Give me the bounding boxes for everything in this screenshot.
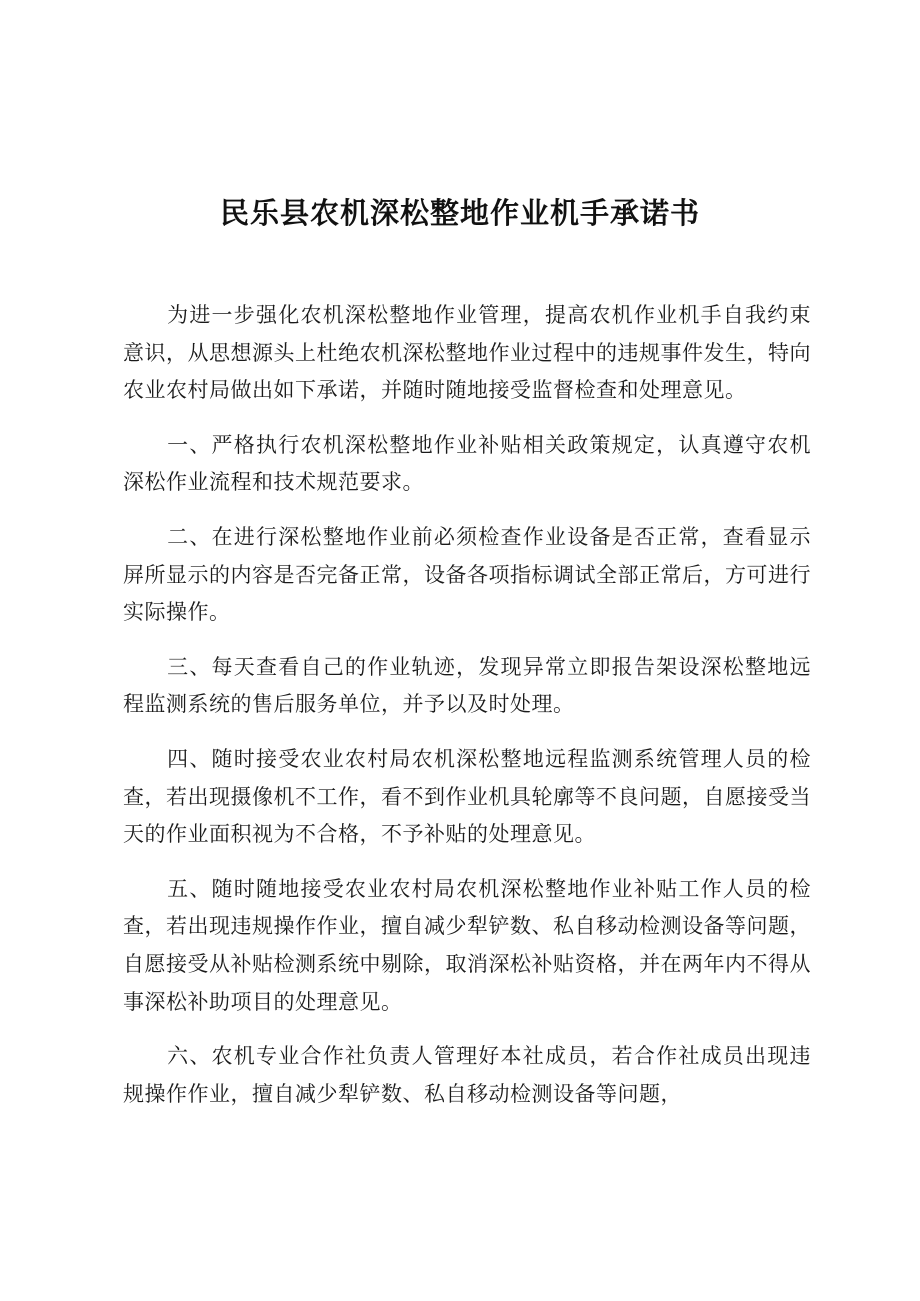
paragraph-intro: 为进一步强化农机深松整地作业管理，提高农机作业机手自我约束意识，从思想源头上杜绝农机深松整地作业过程中的违规事件发生，特向农业农村局做出如下承诺，并随时随地接受监督检查和处理意见。 <box>123 303 811 403</box>
document-title: 民乐县农机深松整地作业机手承诺书 <box>219 196 700 230</box>
document-body <box>123 297 811 1130</box>
paragraph-item-4: 四、随时接受农业农村局农机深松整地远程监测系统管理人员的检查，若出现摄像机不工作，看不到作业机具轮廓等不良问题，自愿接受当天的作业面积视为不合格，不予补贴的处理意见。 <box>123 746 811 847</box>
paragraph-item-6: 六、农机专业合作社负责人管理好本社成员，若合作社成员出现违规操作作业，擅自减少犁铲数、私自移动检测设备等问题， <box>123 1044 811 1106</box>
paragraph-item-2: 二、在进行深松整地作业前必须检查作业设备是否正常，查看显示屏所显示的内容是否完备正常，设备各项指标调试全部正常后，方可进行实际操作。 <box>123 524 811 625</box>
paragraph-item-5: 五、随时随地接受农业农村局农机深松整地作业补贴工作人员的检查，若出现违规操作作业，擅自减少犁铲数、私自移动检测设备等问题，自愿接受从补贴检测系统中剔除，取消深松补贴资格，并在两年内不得从事深松补助项目的处理意见。 <box>123 876 811 1014</box>
paragraph-item-3: 三、每天查看自己的作业轨迹，发现异常立即报告架设深松整地远程监测系统的售后服务单位，并予以及时处理。 <box>123 654 811 717</box>
paragraph-item-1: 一、严格执行农机深松整地作业补贴相关政策规定，认真遵守农机深松作业流程和技术规范要求。 <box>123 432 811 495</box>
